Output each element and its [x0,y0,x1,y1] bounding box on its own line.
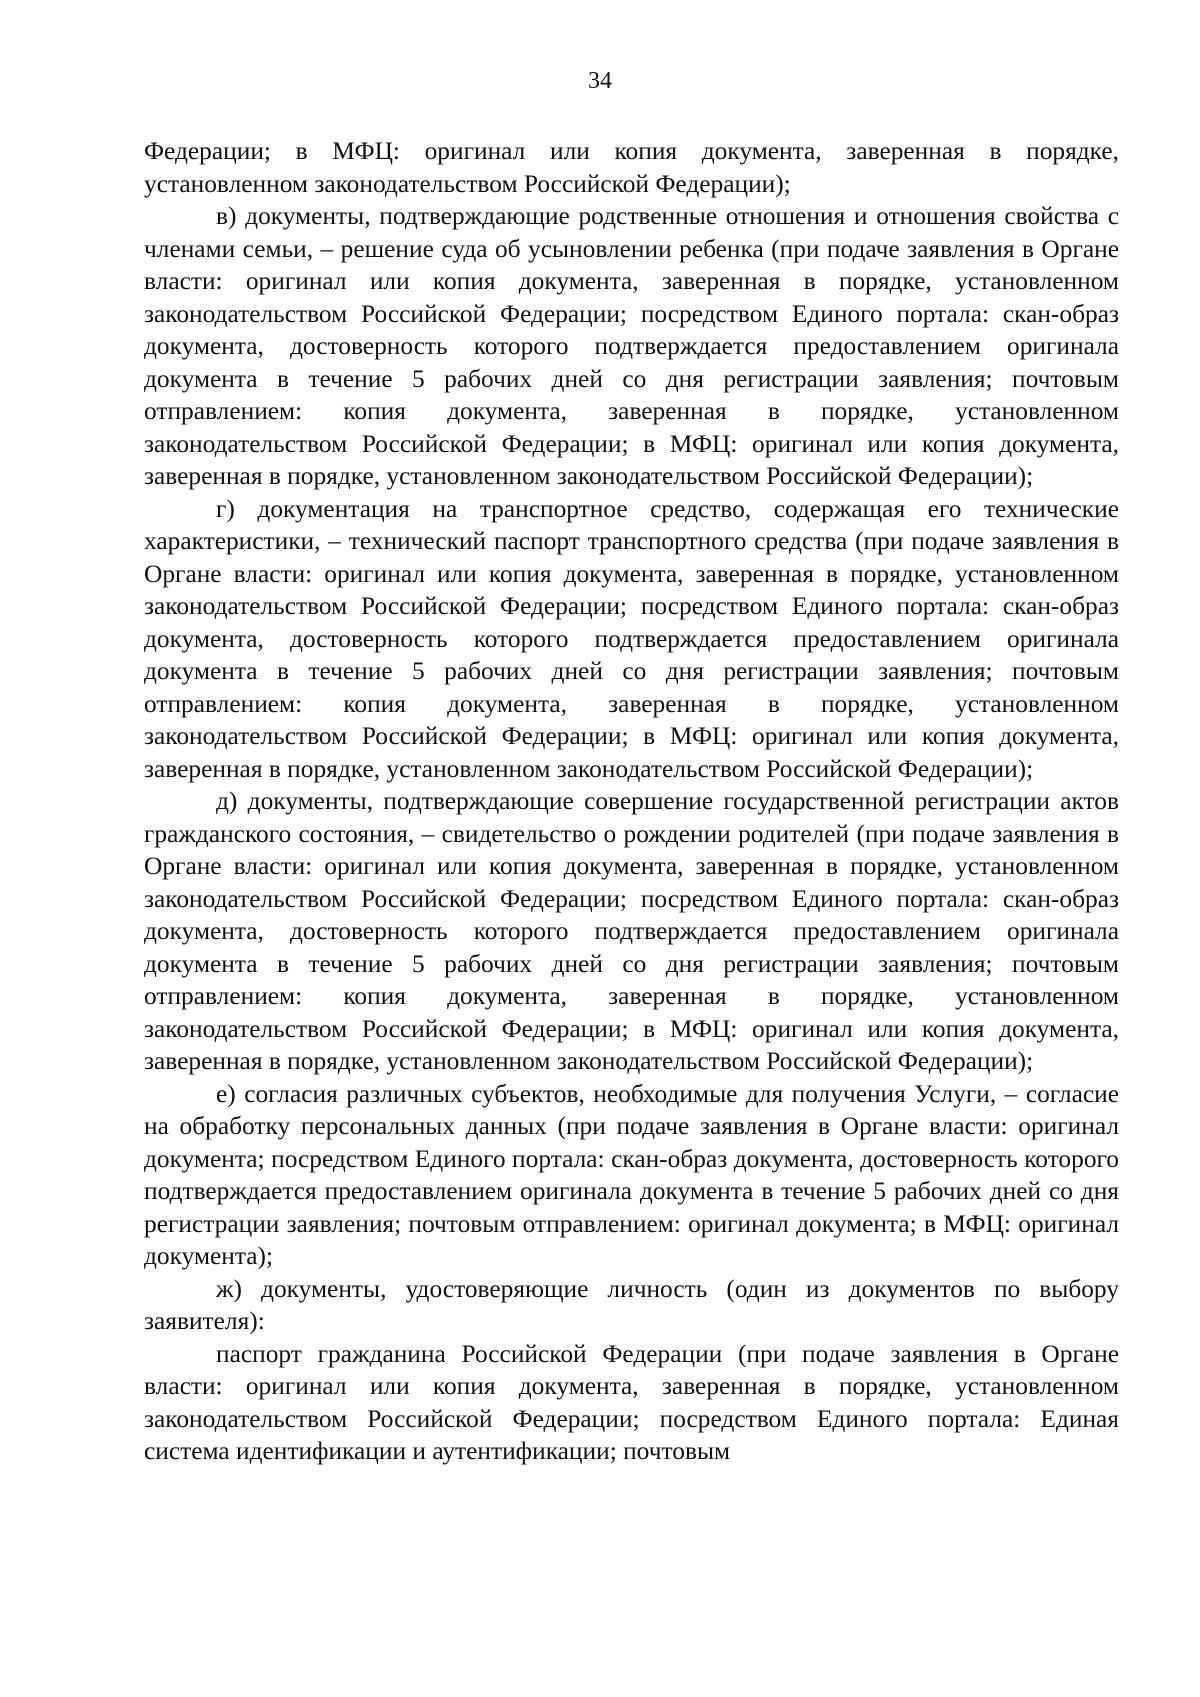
paragraph-item-zh: ж) документы, удостоверяющие личность (один из документов по выбору заявителя): [144,1274,1119,1335]
paragraph-continuation: Федерации; в МФЦ: оригинал или копия документа, заверенная в порядке, установленном законодательством Российской Федерации); [144,137,1119,198]
paragraph-item-e: е) согласия различных субъектов, необходимые для получения Услуги, – согласие на обработку персональных данных (при подаче заявления в Органе власти: оригинал документа; посредством Единого портала: скан-образ документа, достоверность которого подтверждается предоставлением оригинала документа в течение 5 рабочих дней со дня регистрации заявления; почтовым отправлением: оригинал документа; в МФЦ: оригинал документа); [144,1079,1119,1270]
paragraph-item-v: в) документы, подтверждающие родственные отношения и отношения свойства с членами семьи, – решение суда об усыновлении ребенка (при подаче заявления в Органе власти: оригинал или копия документа, заверенная в порядке, установленном законодательством Российской Федерации; посредством Единого портала: скан-образ документа, достоверность которого подтверждается предоставлением оригинала документа в течение 5 рабочих дней со дня регистрации заявления; почтовым отправлением: копия документа, заверенная в порядке, установленном законодательством Российской Федерации; в МФЦ: оригинал или копия документа, заверенная в порядке, установленном законодательством Российской Федерации); [144,202,1119,490]
page-number: 34 [588,68,612,94]
document-body [144,135,1119,1468]
paragraph-passport: паспорт гражданина Российской Федерации (при подаче заявления в Органе власти: оригинал или копия документа, заверенная в порядке, установленном законодательством Российской Федерации; посредством Единого портала: Единая система идентификации и аутентификации; почтовым [144,1339,1119,1465]
paragraph-item-g: г) документация на транспортное средство, содержащая его технические характеристики, – технический паспорт транспортного средства (при подаче заявления в Органе власти: оригинал или копия документа, заверенная в порядке, установленном законодательством Российской Федерации; посредством Единого портала: скан-образ документа, достоверность которого подтверждается предоставлением оригинала документа в течение 5 рабочих дней со дня регистрации заявления; почтовым отправлением: копия документа, заверенная в порядке, установленном законодательством Российской Федерации; в МФЦ: оригинал или копия документа, заверенная в порядке, установленном законодательством Российской Федерации); [144,494,1119,783]
paragraph-item-d: д) документы, подтверждающие совершение государственной регистрации актов гражданского состояния, – свидетельство о рождении родителей (при подаче заявления в Органе власти: оригинал или копия документа, заверенная в порядке, установленном законодательством Российской Федерации; посредством Единого портала: скан-образ документа, достоверность которого подтверждается предоставлением оригинала документа в течение 5 рабочих дней со дня регистрации заявления; почтовым отправлением: копия документа, заверенная в порядке, установленном законодательством Российской Федерации; в МФЦ: оригинал или копия документа, заверенная в порядке, установленном законодательством Российской Федерации); [144,787,1119,1075]
